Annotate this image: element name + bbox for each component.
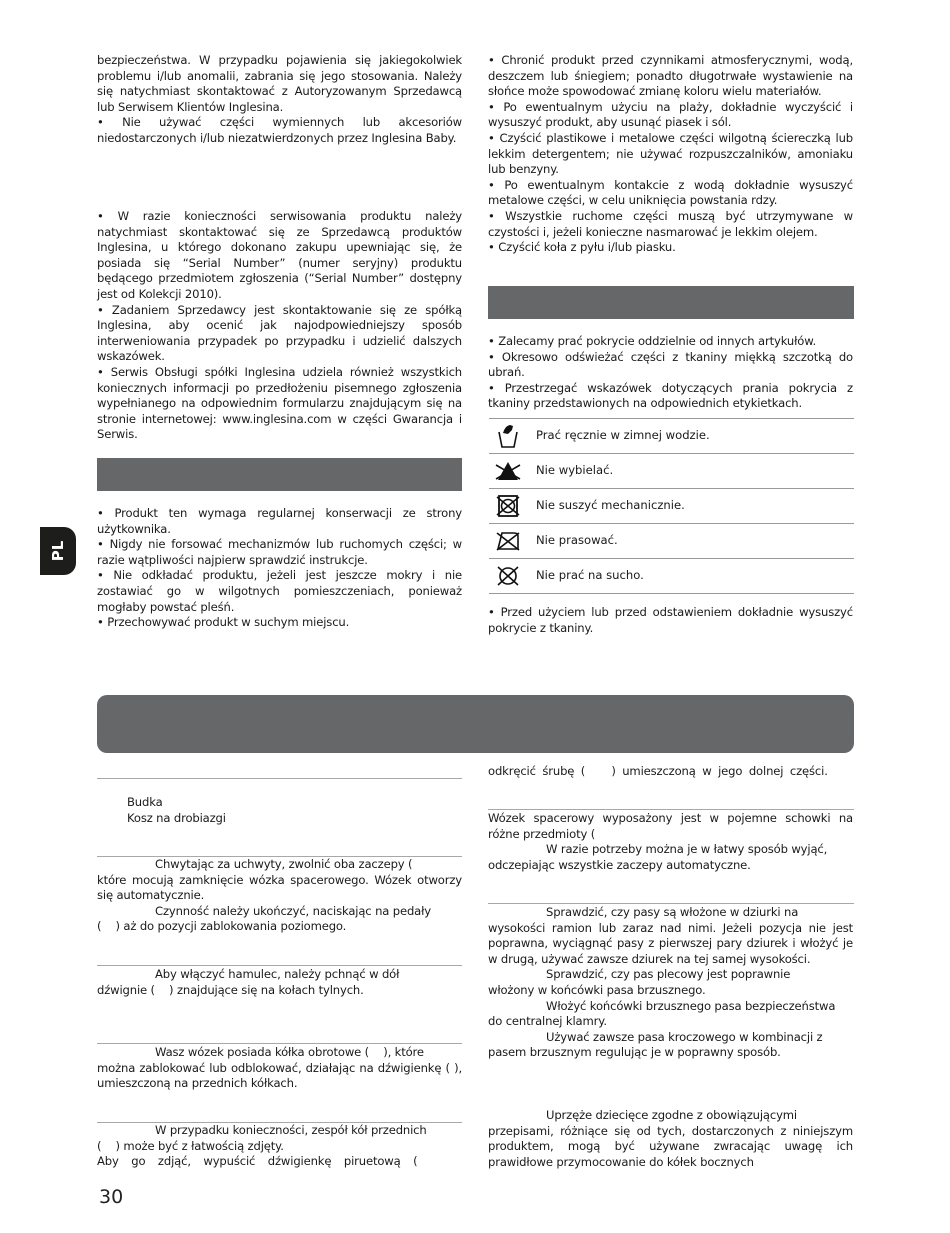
care-label: Prać ręcznie w zimnej wodzie. xyxy=(536,428,710,442)
storage-section: Wózek spacerowy wyposażony jest w pojemne schowki na różne przedmioty ( W razie potrzeby można je w łatwy sposób wyjąć, odczepiając wszystkie zaczepy automatyczne. xyxy=(488,811,853,872)
swivel-wheels-section: Wasz wózek posiada kółka obrotowe ( ), które można zablokować lub odblokować, działając na dźwigienkę ( ), umieszczoną na przednich kółkach. xyxy=(97,1045,462,1091)
divider xyxy=(488,903,854,904)
care-label: Nie prasować. xyxy=(536,533,618,547)
fabric-header-bar xyxy=(488,286,854,319)
no-bleach-icon xyxy=(493,458,523,484)
part-item: Budka xyxy=(127,795,163,809)
maintenance-section xyxy=(97,506,462,631)
parts-list xyxy=(127,795,462,826)
maintenance-item: • Nie odkładać produktu, jeżeli jest jeszcze mokry i nie zostawiać go w wilgotnych pomieszczeniach, ponieważ mogłaby powstać pleśń. xyxy=(97,568,462,614)
safety-paragraph: bezpieczeństwa. W przypadku pojawienia się jakiegokolwiek problemu i/lub anomalii, zabrania się jego stosowania. Należy się natychmiast skontaktować z Autoryzowanym Sprzedawcą lub Serwisem Klientów Inglesina. xyxy=(97,53,462,114)
cleaning-item: • Po ewentualnym użyciu na plaży, dokładnie wyczyścić i wysuszyć produkt, aby usunąć piasek i sól. xyxy=(488,99,853,130)
screw-line: odkręcić śrubę ( ) umieszczoną w jego dolnej części. xyxy=(488,764,828,778)
service-section xyxy=(97,209,462,443)
service-item: • Zadaniem Sprzedawcy jest skontaktowanie się ze spółką Inglesina, aby ocenić jak najodpowiedniejszy sposób interweniowania przypadek po przypadku i udzielić dalszych wskazówek. xyxy=(97,302,462,364)
divider xyxy=(97,1043,462,1044)
assembly-header-bar xyxy=(97,695,854,753)
no-iron-icon xyxy=(493,528,523,554)
opening-section: Chwytając za uchwyty, zwolnić oba zaczepy ( które mocują zamknięcie wózka spacerowego. Wózek otworzy się automatycznie. Czynność należy ukończyć, naciskając na pedały ( ) aż do pozycji zablokowania poziomego. xyxy=(97,857,462,934)
fabric-item: • Zalecamy prać pokrycie oddzielnie od innych artykułów. xyxy=(488,334,816,348)
care-label: Nie wybielać. xyxy=(536,463,614,477)
fabric-item: • Przestrzegać wskazówek dotyczących prania pokrycia z tkaniny przedstawionych na odpowiednich etykietkach. xyxy=(488,380,853,411)
spare-parts-paragraph: • Nie używać części wymiennych lub akcesoriów niedostarczonych i/lub niezatwierdzonych przez Inglesina Baby. xyxy=(97,115,462,145)
care-row-no-dry-clean xyxy=(489,558,854,594)
part-item: Kosz na drobiazgi xyxy=(127,810,226,825)
care-label: Nie prać na sucho. xyxy=(536,568,644,582)
care-row-no-tumble-dry xyxy=(489,488,854,523)
care-row-no-iron xyxy=(489,523,854,558)
divider xyxy=(97,965,462,966)
hand-wash-icon xyxy=(493,423,523,449)
front-wheels-section: W przypadku konieczności, zespół kół przednich ( ) może być z łatwością zdjęty. Aby go zdjąć, wypuścić dźwigienkę piruetową ( xyxy=(97,1123,427,1169)
maintenance-header-bar xyxy=(97,458,462,491)
divider xyxy=(97,778,462,779)
maintenance-item: • Produkt ten wymaga regularnej konserwacji ze strony użytkownika. xyxy=(97,506,462,536)
fabric-drying-note: • Przed użyciem lub przed odstawieniem dokładnie wysuszyć pokrycie z tkaniny. xyxy=(488,605,853,635)
language-tab: PL xyxy=(40,527,76,575)
care-label: Nie suszyć mechanicznie. xyxy=(536,498,685,512)
cleaning-item: • Czyścić plastikowe i metalowe części wilgotną ściereczką lub lekkim detergentem; nie używać rozpuszczalników, amoniaku lub benzyny. xyxy=(488,130,853,177)
care-row-no-bleach xyxy=(489,453,854,488)
cleaning-item: • Chronić produkt przed czynnikami atmosferycznymi, wodą, deszczem lub śniegiem; ponadto długotrwałe wystawienie na słońce może spowodować zmianę koloru wielu materiałów. xyxy=(488,53,853,99)
cleaning-item: • Wszystkie ruchome części muszą być utrzymywane w czystości i, jeżeli konieczne nasmarować je lekkim olejem. xyxy=(488,208,853,239)
service-item: • Serwis Obsługi spółki Inglesina udziela również wszystkich koniecznych informacji po przedłożeniu pisemnego zgłoszenia wypełnianego na odpowiednim formularzu znajdującym się na stronie internetowej: www.inglesina.com w części Gwarancja i Serwis. xyxy=(97,364,462,442)
cleaning-item: • Czyścić koła z pyłu i/lub piasku. xyxy=(488,240,676,255)
care-row-hand-wash xyxy=(489,418,854,453)
maintenance-item: • Nigdy nie forsować mechanizmów lub ruchomych części; w razie wątpliwości najpierw sprawdzić instrukcje. xyxy=(97,537,462,567)
cleaning-section xyxy=(488,53,853,256)
fabric-item: • Okresowo odświeżać części z tkaniny miękką szczotką do ubrań. xyxy=(488,349,853,380)
no-dry-clean-icon xyxy=(493,563,523,589)
belts-section: Sprawdzić, czy pasy są włożone w dziurki na wysokości ramion lub zaraz nad nimi. Jeżeli pozycja nie jest poprawna, wyciągnąć pasy z pierwszej pary dziurek i włożyć je w drugą, używać zawsze dziurek na tej samej wysokości. Sprawdzić, czy pas plecowy jest poprawnie włożony w końcówki pasa brzusznego. Włożyć końcówki brzusznego pasa bezpieczeństwa do centralnej klamry. Używać zawsze pasa kroczowego w kombinacji z pasem brzusznym regulując je w poprawny sposób. xyxy=(488,905,853,1060)
page-number: 30 xyxy=(99,1186,124,1208)
divider xyxy=(488,809,854,810)
fabric-section xyxy=(488,334,853,412)
service-item: • W razie konieczności serwisowania produktu należy natychmiast skontaktować się ze Sprzedawcą produktów Inglesina, u którego dokonano zakupu upewniając się, że posiada się “Serial Number” (numer seryjny) produktu będącego przedmiotem zgłoszenia (“Serial Number” dostępny jest od Kolekcji 2010). xyxy=(97,209,462,301)
maintenance-item: • Przechowywać produkt w suchym miejscu. xyxy=(97,615,350,630)
left-column-top xyxy=(97,53,462,147)
brake-section: Aby włączyć hamulec, należy pchnąć w dół dźwignie ( ) znajdujące się na kołach tylnych. xyxy=(97,967,400,997)
cleaning-item: • Po ewentualnym kontakcie z wodą dokładnie wysuszyć metalowe części, w celu uniknięcia powstania rdzy. xyxy=(488,177,853,208)
harness-section: Uprzęże dziecięce zgodne z obowiązującymi przepisami, różniące się od tych, dostarczonych z niniejszym produktem, mogą być używane zwracając uwagę ich prawidłowe przymocowanie do kółek bocznych xyxy=(488,1108,853,1169)
no-tumble-dry-icon xyxy=(493,493,523,519)
